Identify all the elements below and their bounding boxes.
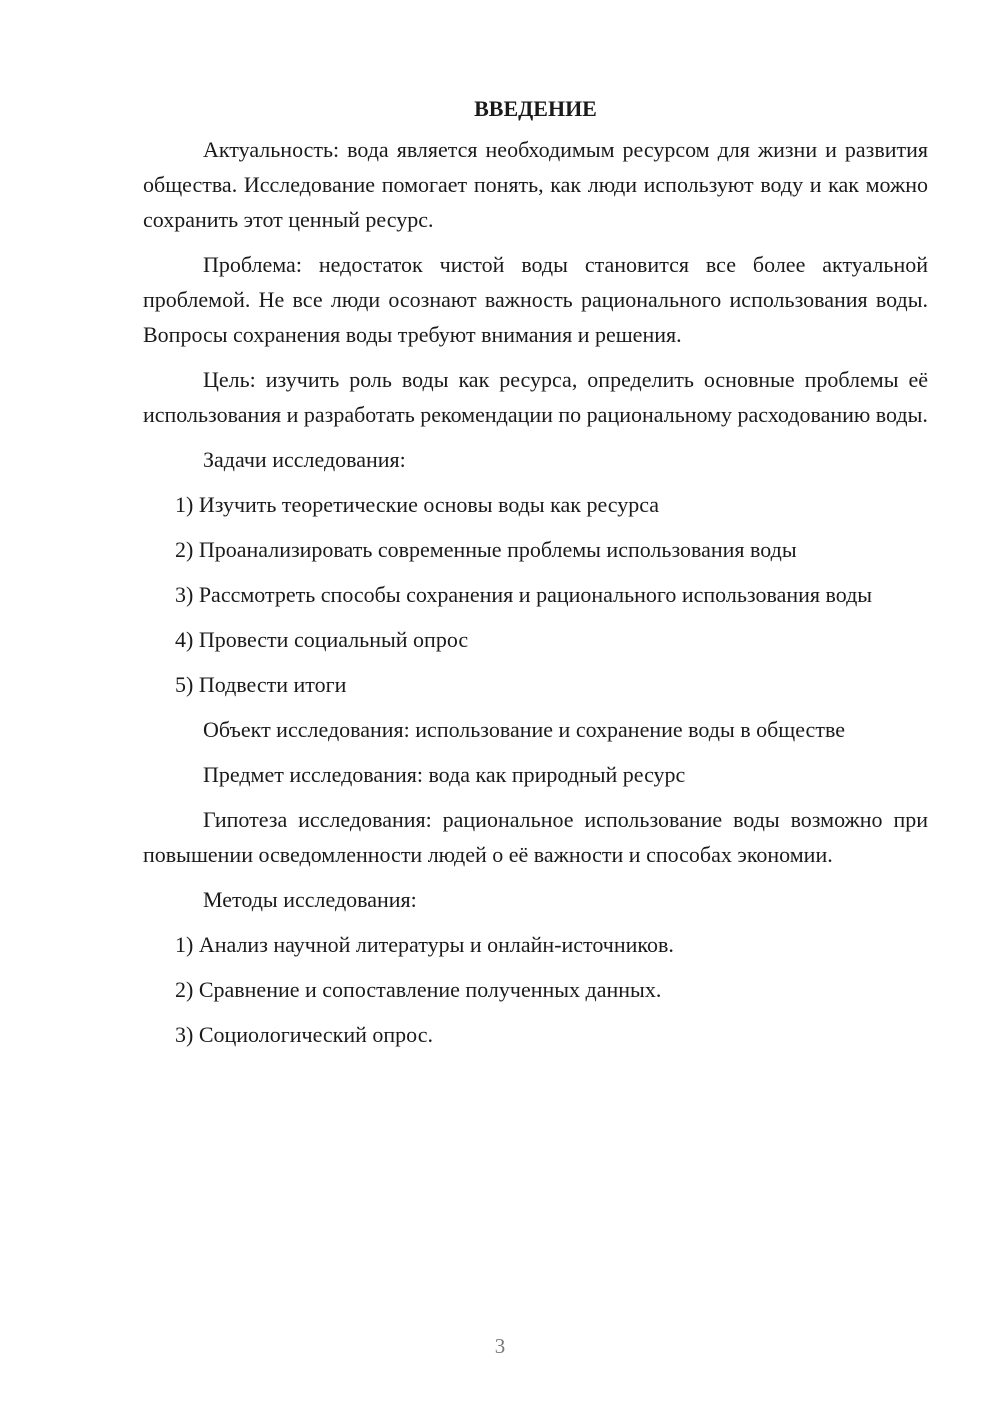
task-item: 4) Провести социальный опрос <box>175 627 469 652</box>
document-page <box>143 92 928 1062</box>
task-item: 5) Подвести итоги <box>175 672 347 697</box>
task-item: 3) Рассмотреть способы сохранения и рационального использования воды <box>175 582 873 607</box>
paragraph-subject: Предмет исследования: вода как природный ресурс <box>203 762 686 787</box>
paragraph-object: Объект исследования: использование и сохранение воды в обществе <box>203 717 845 742</box>
method-item: 2) Сравнение и сопоставление полученных данных. <box>175 977 662 1002</box>
methods-heading: Методы исследования: <box>203 887 417 912</box>
paragraph-goal: Цель: изучить роль воды как ресурса, определить основные проблемы её использования и разработать рекомендации по рациональному расходованию воды. <box>143 367 928 427</box>
paragraph-problem: Проблема: недостаток чистой воды становится все более актуальной проблемой. Не все люди осознают важность рационального использования воды. Вопросы сохранения воды требуют внимания и решения. <box>143 252 928 347</box>
method-item: 1) Анализ научной литературы и онлайн-источников. <box>175 932 674 957</box>
task-item: 2) Проанализировать современные проблемы использования воды <box>175 537 797 562</box>
section-title: ВВЕДЕНИЕ <box>474 96 597 121</box>
task-item: 1) Изучить теоретические основы воды как ресурса <box>175 492 660 517</box>
tasks-heading: Задачи исследования: <box>203 447 406 472</box>
paragraph-relevance: Актуальность: вода является необходимым ресурсом для жизни и развития общества. Исследование помогает понять, как люди используют воду и как можно сохранить этот ценный ресурс. <box>143 137 928 232</box>
paragraph-hypothesis: Гипотеза исследования: рациональное использование воды возможно при повышении осведомленности людей о её важности и способах экономии. <box>143 807 928 867</box>
method-item: 3) Социологический опрос. <box>175 1022 433 1047</box>
page-number: 3 <box>494 1334 506 1358</box>
